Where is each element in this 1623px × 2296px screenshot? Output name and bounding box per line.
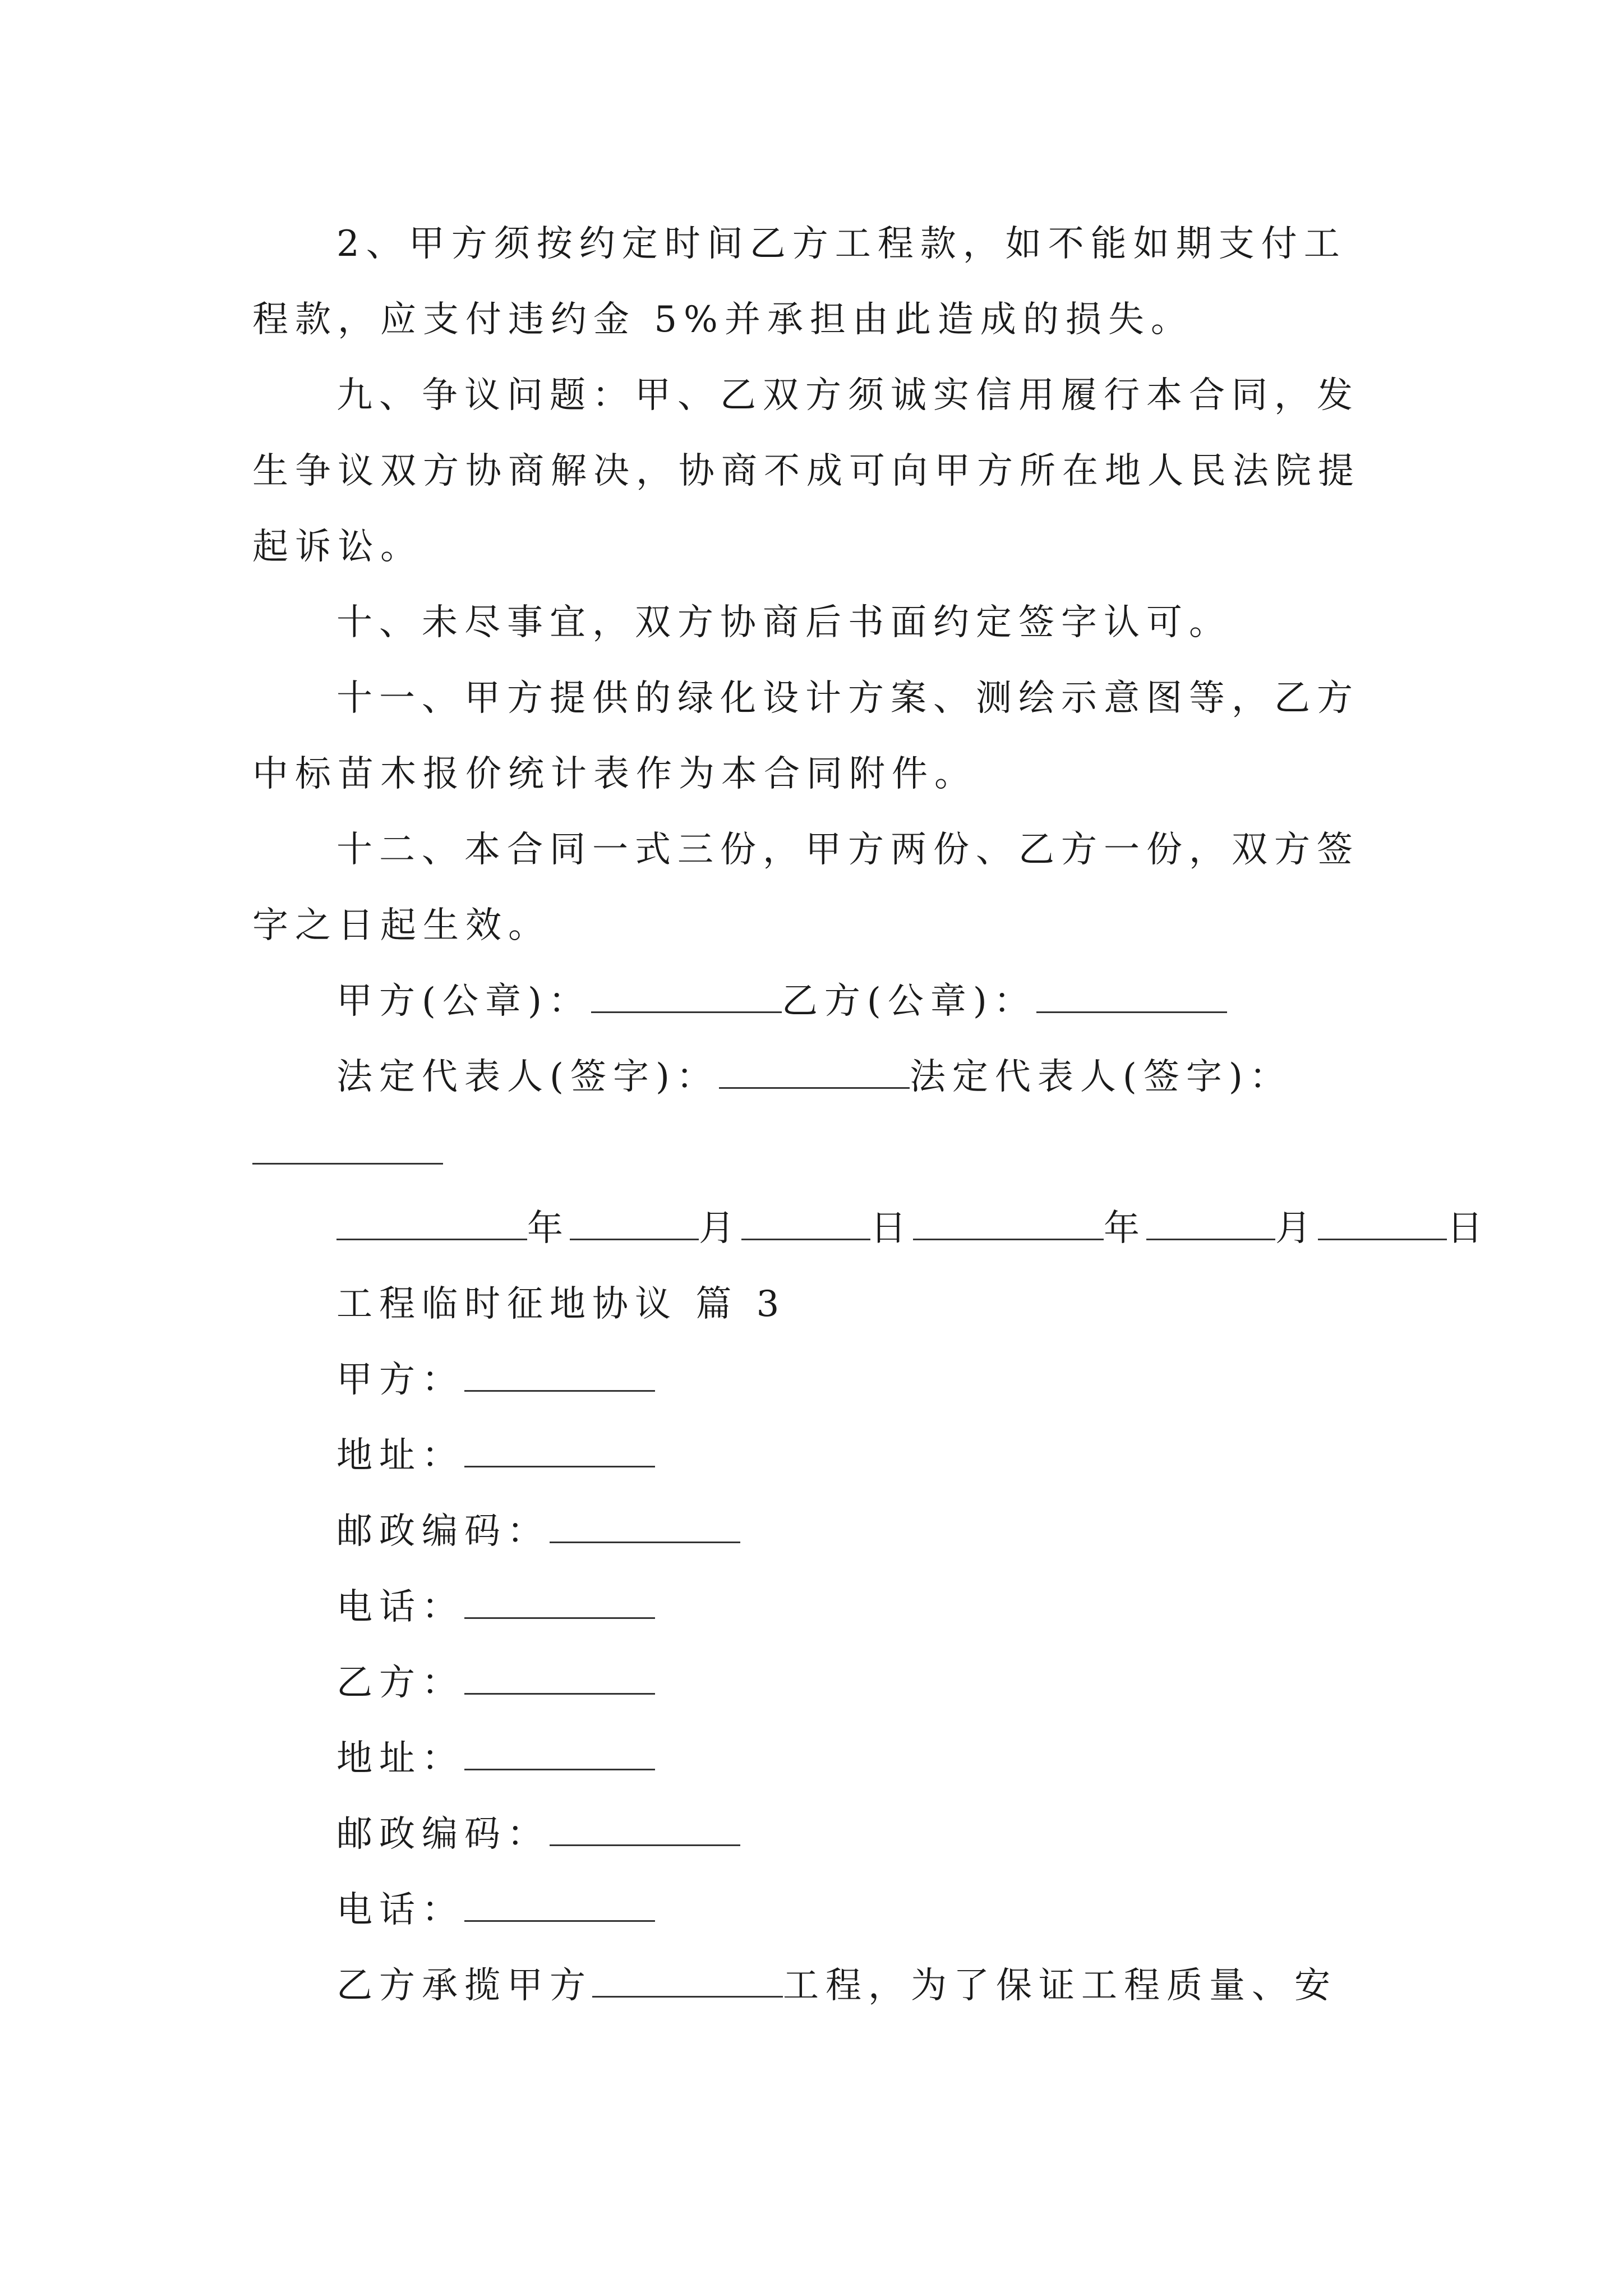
section-title: 工程临时征地协议 篇 3: [336, 1283, 786, 1325]
party-a-label: 甲方：: [336, 1359, 464, 1401]
date-year-label-2: 年: [1104, 1208, 1146, 1249]
date-year-blank[interactable]: [336, 1204, 527, 1240]
date-month-label-2: 月: [1275, 1208, 1318, 1249]
project-name-blank[interactable]: [592, 1961, 783, 1998]
party-b-field: [336, 1655, 655, 1711]
legal-rep-line: [336, 1049, 1292, 1105]
paragraph-line: 2、甲方须按约定时间乙方工程款，如不能如期支付工: [336, 223, 1347, 265]
date-day-label: 日: [870, 1208, 913, 1249]
party-a-address-field: [336, 1428, 655, 1484]
party-b-seal-blank[interactable]: [1036, 977, 1227, 1013]
closing-line: [336, 1958, 1337, 2014]
party-b-address-label: 地址：: [336, 1738, 464, 1779]
party-a-blank[interactable]: [464, 1355, 655, 1392]
paragraph-line: 中标苗木报价统计表作为本合同附件。: [252, 753, 977, 795]
date-month-label: 月: [699, 1208, 741, 1249]
party-a-phone-field: [336, 1579, 655, 1635]
paragraph-line: 字之日起生效。: [252, 905, 551, 946]
paragraph-line: 起诉讼。: [252, 526, 423, 568]
party-a-field: [336, 1352, 655, 1408]
party-a-address-label: 地址：: [336, 1435, 464, 1476]
legal-rep-2-blank[interactable]: [252, 1128, 443, 1165]
closing-prefix: 乙方承揽甲方: [336, 1965, 592, 2007]
party-a-seal-label: 甲方(公章)：: [336, 981, 591, 1022]
party-b-postcode-blank[interactable]: [550, 1810, 740, 1846]
party-b-phone-field: [336, 1882, 655, 1938]
party-b-address-field: [336, 1731, 655, 1787]
paragraph-line: 十、未尽事宜，双方协商后书面约定签字认可。: [336, 602, 1232, 643]
party-b-phone-label: 电话：: [336, 1889, 464, 1931]
party-b-postcode-label: 邮政编码：: [336, 1814, 550, 1855]
date-day-label-2: 日: [1447, 1208, 1490, 1249]
party-b-label: 乙方：: [336, 1662, 464, 1704]
signature-seal-line: [336, 973, 1227, 1029]
date-day-blank-2[interactable]: [1318, 1204, 1447, 1240]
closing-suffix: 工程，为了保证工程质量、安: [783, 1965, 1337, 2007]
party-a-postcode-label: 邮政编码：: [336, 1511, 550, 1552]
date-year-label: 年: [527, 1208, 570, 1249]
legal-rep-2-blank-line: [252, 1125, 443, 1181]
date-month-blank-2[interactable]: [1146, 1204, 1275, 1240]
party-b-seal-label: 乙方(公章)：: [781, 981, 1036, 1022]
legal-rep-1-blank[interactable]: [719, 1052, 910, 1089]
paragraph-line: 十一、甲方提供的绿化设计方案、测绘示意图等，乙方: [336, 678, 1359, 719]
paragraph-line: 十二、本合同一式三份，甲方两份、乙方一份，双方签: [336, 829, 1359, 871]
party-b-blank[interactable]: [464, 1658, 655, 1695]
party-a-phone-blank[interactable]: [464, 1582, 655, 1619]
party-b-phone-blank[interactable]: [464, 1885, 655, 1922]
party-a-postcode-blank[interactable]: [550, 1507, 740, 1543]
party-a-phone-label: 电话：: [336, 1586, 464, 1628]
legal-rep-1-label: 法定代表人(签字)：: [336, 1056, 719, 1098]
party-a-address-blank[interactable]: [464, 1431, 655, 1467]
date-day-blank[interactable]: [741, 1204, 870, 1240]
date-month-blank[interactable]: [570, 1204, 699, 1240]
legal-rep-2-label: 法定代表人(签字)：: [909, 1056, 1292, 1098]
party-a-seal-blank[interactable]: [591, 977, 782, 1013]
date-line: [336, 1200, 1490, 1257]
paragraph-line: 生争议双方协商解决，协商不成可向甲方所在地人民法院提: [252, 450, 1361, 492]
party-a-postcode-field: [336, 1503, 740, 1559]
party-b-address-blank[interactable]: [464, 1734, 655, 1770]
date-year-blank-2[interactable]: [913, 1204, 1104, 1240]
paragraph-line: 九、争议问题：甲、乙双方须诚实信用履行本合同，发: [336, 375, 1359, 416]
party-b-postcode-field: [336, 1806, 740, 1862]
paragraph-line: 程款，应支付违约金 5%并承担由此造成的损失。: [252, 299, 1193, 341]
